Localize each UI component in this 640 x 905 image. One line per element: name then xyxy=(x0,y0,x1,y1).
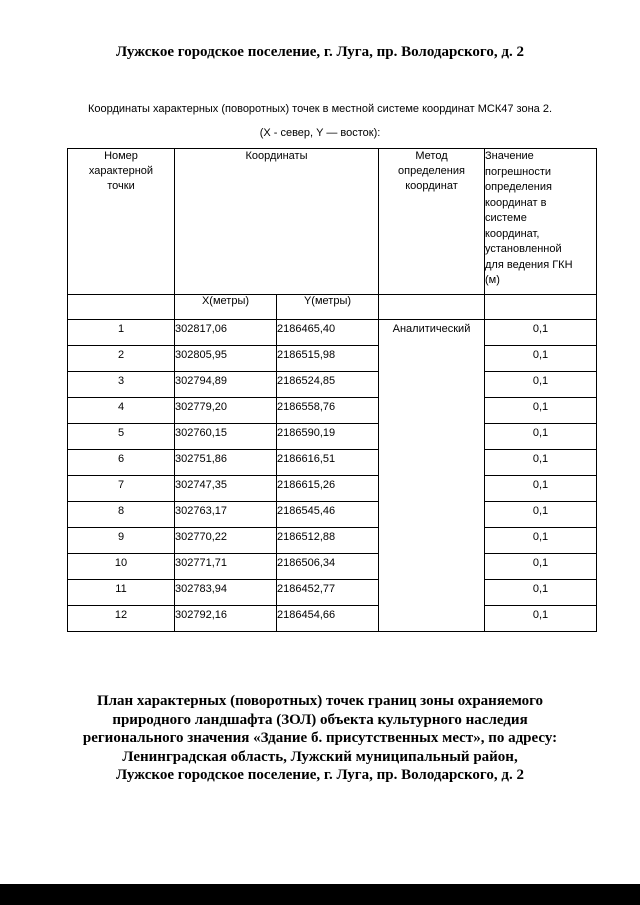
coordinates-table xyxy=(67,148,597,632)
scan-edge xyxy=(0,884,640,905)
table-row xyxy=(68,346,597,372)
point-number: 1 xyxy=(68,320,175,346)
header-spacer xyxy=(68,295,175,320)
plan-heading-line: регионального значения «Здание б. присутственных мест», по адресу: xyxy=(82,730,558,746)
table-row xyxy=(68,528,597,554)
axis-note: (X - север, Y — восток): xyxy=(259,127,381,139)
x-value: 302763,17 xyxy=(175,502,277,528)
table-row xyxy=(68,372,597,398)
y-value: 2186454,66 xyxy=(277,606,379,632)
header-spacer xyxy=(485,295,597,320)
header-coordinates: Координаты xyxy=(175,149,379,295)
x-value: 302747,35 xyxy=(175,476,277,502)
plan-heading-line: Ленинградская область, Лужский муниципальный район, xyxy=(122,748,518,765)
plan-heading-line: природного ландшафта (ЗОЛ) объекта культурного наследия xyxy=(112,711,528,728)
plan-heading-line: Лужское городское поселение, г. Луга, пр. Володарского, д. 2 xyxy=(116,767,524,783)
accuracy-value: 0,1 xyxy=(485,528,597,554)
table-caption: Координаты характерных (поворотных) точек в местной системе координат МСК47 зона 2. xyxy=(87,103,553,115)
accuracy-value: 0,1 xyxy=(485,320,597,346)
table-row xyxy=(68,476,597,502)
x-value: 302794,89 xyxy=(175,372,277,398)
x-value: 302770,22 xyxy=(175,528,277,554)
accuracy-value: 0,1 xyxy=(485,580,597,606)
x-value: 302760,15 xyxy=(175,424,277,450)
y-value: 2186524,85 xyxy=(277,372,379,398)
table-row xyxy=(68,606,597,632)
point-number: 2 xyxy=(68,346,175,372)
point-number: 3 xyxy=(68,372,175,398)
x-value: 302751,86 xyxy=(175,450,277,476)
y-value: 2186615,26 xyxy=(277,476,379,502)
plan-heading-line: План характерных (поворотных) точек границ зоны охраняемого xyxy=(96,693,544,709)
table-row xyxy=(68,424,597,450)
method-value: Аналитический xyxy=(379,320,485,632)
document-title: Лужское городское поселение, г. Луга, пр. Володарского, д. 2 xyxy=(116,44,524,60)
point-number: 7 xyxy=(68,476,175,502)
header-spacer xyxy=(379,295,485,320)
accuracy-value: 0,1 xyxy=(485,502,597,528)
x-value: 302805,95 xyxy=(175,346,277,372)
header-method: Метод определения координат xyxy=(379,149,485,295)
y-value: 2186558,76 xyxy=(277,398,379,424)
header-point-number: Номер характерной точки xyxy=(68,149,175,295)
point-number: 8 xyxy=(68,502,175,528)
y-value: 2186465,40 xyxy=(277,320,379,346)
point-number: 10 xyxy=(68,554,175,580)
y-value: 2186616,51 xyxy=(277,450,379,476)
y-value: 2186512,88 xyxy=(277,528,379,554)
table-row xyxy=(68,580,597,606)
y-value: 2186515,98 xyxy=(277,346,379,372)
x-value: 302771,71 xyxy=(175,554,277,580)
table-row xyxy=(68,554,597,580)
table-row xyxy=(68,398,597,424)
x-value: 302779,20 xyxy=(175,398,277,424)
accuracy-value: 0,1 xyxy=(485,398,597,424)
y-value: 2186545,46 xyxy=(277,502,379,528)
accuracy-value: 0,1 xyxy=(485,372,597,398)
accuracy-value: 0,1 xyxy=(485,450,597,476)
table-row xyxy=(68,450,597,476)
plan-heading xyxy=(0,692,640,785)
x-value: 302792,16 xyxy=(175,606,277,632)
point-number: 5 xyxy=(68,424,175,450)
accuracy-value: 0,1 xyxy=(485,554,597,580)
y-value: 2186452,77 xyxy=(277,580,379,606)
point-number: 12 xyxy=(68,606,175,632)
accuracy-value: 0,1 xyxy=(485,346,597,372)
accuracy-value: 0,1 xyxy=(485,476,597,502)
x-value: 302817,06 xyxy=(175,320,277,346)
header-x: X(метры) xyxy=(175,295,277,320)
y-value: 2186590,19 xyxy=(277,424,379,450)
point-number: 6 xyxy=(68,450,175,476)
point-number: 9 xyxy=(68,528,175,554)
point-number: 11 xyxy=(68,580,175,606)
x-value: 302783,94 xyxy=(175,580,277,606)
header-y: Y(метры) xyxy=(277,295,379,320)
table-row xyxy=(68,502,597,528)
table-row xyxy=(68,320,597,346)
accuracy-value: 0,1 xyxy=(485,424,597,450)
accuracy-value: 0,1 xyxy=(485,606,597,632)
y-value: 2186506,34 xyxy=(277,554,379,580)
header-accuracy: Значение погрешности определения координат в системе координат, установленной для ведения ГКН (м) xyxy=(485,149,597,295)
point-number: 4 xyxy=(68,398,175,424)
